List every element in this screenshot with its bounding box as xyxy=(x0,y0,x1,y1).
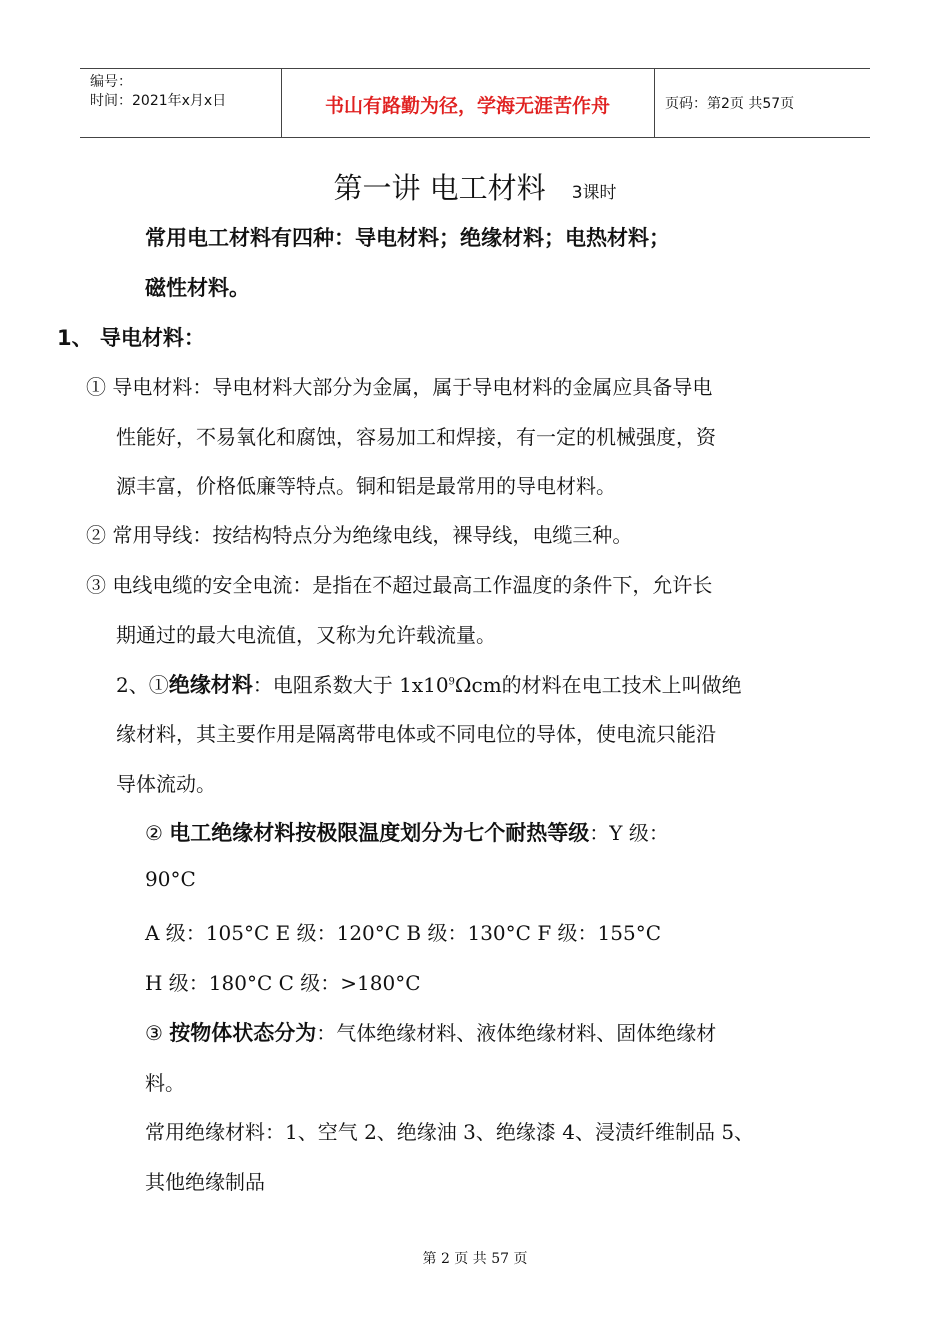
insulation-def-b: Ωcm的材料在电工技术上叫做绝 xyxy=(454,673,742,697)
lecture-title: 第一讲 电工材料 xyxy=(333,171,546,205)
heat-grade-line-4: H 级：180°C C 级：>180°C xyxy=(145,971,421,995)
safe-current-line-2: 期通过的最大电流值，又称为允许载流量。 xyxy=(116,623,496,647)
page-footer: 第 2 页 共 57 页 xyxy=(422,1251,528,1267)
heat-grade-rest: ：Y 级： xyxy=(589,821,669,845)
heat-grade-prefix: ② xyxy=(145,821,170,845)
page-info: 页码：第2页 共57页 xyxy=(665,96,795,112)
state-prefix: ③ xyxy=(145,1021,170,1045)
common-wire-line: ② 常用导线：按结构特点分为绝缘电线，裸导线，电缆三种。 xyxy=(86,523,633,547)
heat-grade-line-1 xyxy=(145,817,669,847)
lecture-hours: 3课时 xyxy=(571,183,617,203)
conductive-para-line-3: 源丰富，价格低廉等特点。铜和铝是最常用的导电材料。 xyxy=(116,474,616,498)
motto-text: 书山有路勤为径，学海无涯苦作舟 xyxy=(324,95,610,117)
insulation-bold-term: 绝缘材料 xyxy=(168,673,253,697)
conductive-para-line-2: 性能好，不易氧化和腐蚀，容易加工和焊接，有一定的机械强度，资 xyxy=(116,425,716,449)
insulation-def-a: ：电阻系数大于 1x10 xyxy=(252,673,449,697)
heat-grade-line-2: 90°C xyxy=(145,867,196,891)
insulation-prefix: 2、① xyxy=(116,673,169,697)
intro-line-1: 常用电工材料有四种：导电材料；绝缘材料；电热材料； xyxy=(145,226,670,250)
exponent: 9 xyxy=(448,676,455,688)
common-insulation-line-2: 其他绝缘制品 xyxy=(145,1170,265,1194)
header-motto-cell xyxy=(281,69,655,137)
state-line-1 xyxy=(145,1017,716,1047)
state-bold: 按物体状态分为 xyxy=(169,1021,317,1045)
state-rest: ：气体绝缘材料、液体绝缘材料、固体绝缘材 xyxy=(316,1021,717,1045)
header-table xyxy=(80,68,870,138)
page-title xyxy=(0,166,950,207)
section-1-heading: 1、 导电材料： xyxy=(57,326,205,350)
header-left-cell xyxy=(80,69,282,137)
heat-grade-line-3: A 级：105°C E 级：120°C B 级：130°C F 级：155°C xyxy=(145,921,662,945)
header-page-cell xyxy=(655,69,870,137)
document-number-label: 编号： xyxy=(90,74,132,90)
insulation-def-line-3: 导体流动。 xyxy=(116,772,216,796)
common-insulation-line-1: 常用绝缘材料：1、空气 2、绝缘油 3、绝缘漆 4、浸渍纤维制品 5、 xyxy=(145,1120,755,1144)
intro-line-2: 磁性材料。 xyxy=(145,276,250,300)
conductive-para-line-1: ① 导电材料：导电材料大部分为金属，属于导电材料的金属应具备导电 xyxy=(86,375,713,399)
safe-current-line-1: ③ 电线电缆的安全电流：是指在不超过最高工作温度的条件下，允许长 xyxy=(86,573,713,597)
insulation-def-line-1 xyxy=(116,669,742,699)
heat-grade-bold: 电工绝缘材料按极限温度划分为七个耐热等级 xyxy=(169,821,590,845)
insulation-def-line-2: 缘材料，其主要作用是隔离带电体或不同电位的导体，使电流只能沿 xyxy=(116,722,716,746)
state-line-2: 料。 xyxy=(145,1071,185,1095)
date-label: 时间：2021年x月x日 xyxy=(90,93,227,109)
